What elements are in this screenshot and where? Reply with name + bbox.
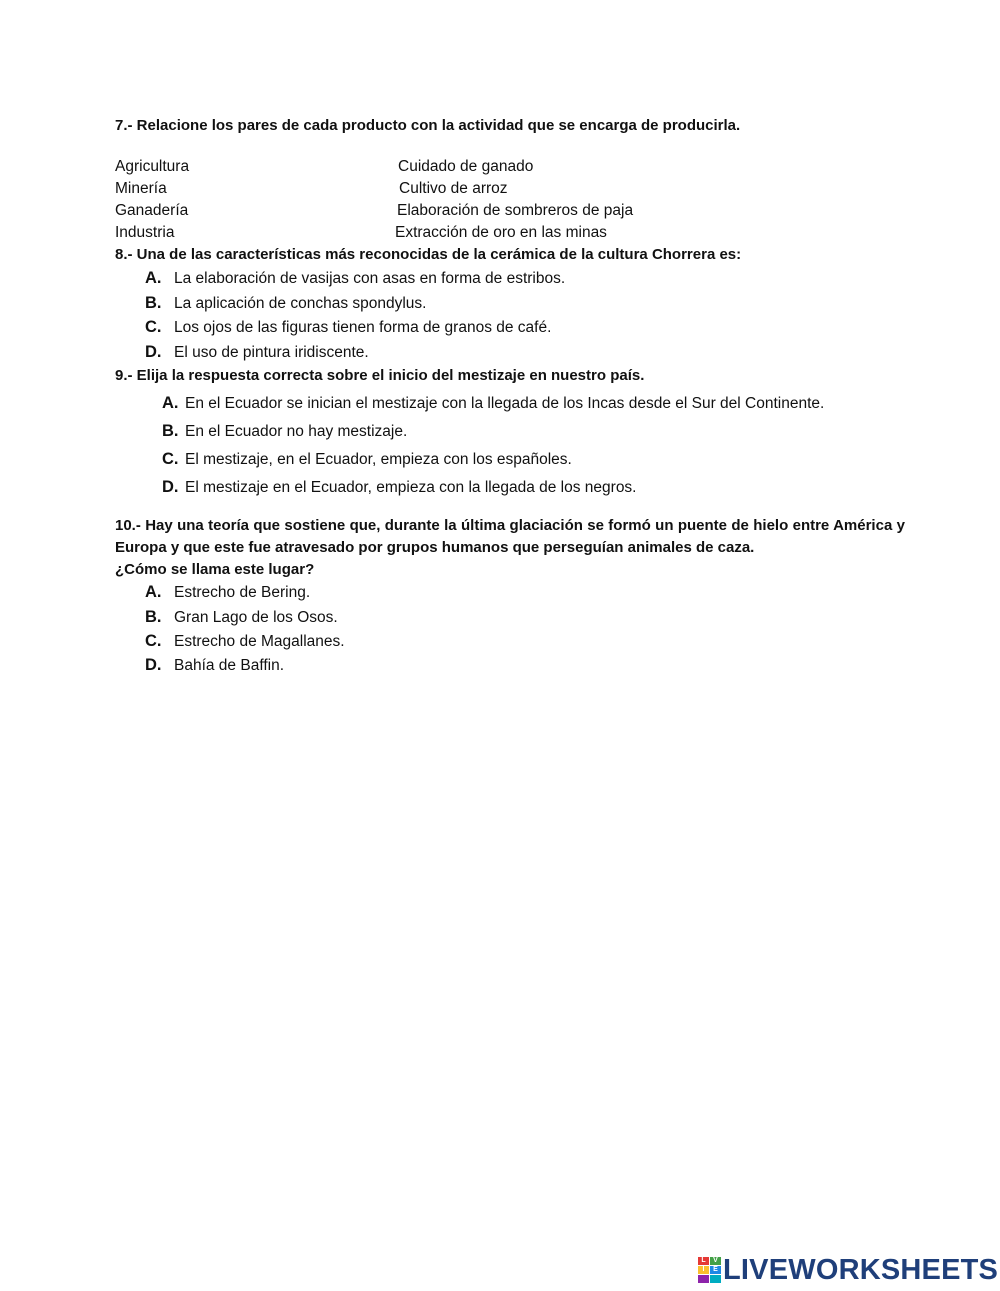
option-letter: B. <box>145 608 162 626</box>
option-text: El uso de pintura iridiscente. <box>174 344 369 361</box>
q7-right-item: Cultivo de arroz <box>399 180 508 197</box>
option-text: En el Ecuador se inician el mestizaje con la llegada de los Incas desde el Sur del Continente. <box>185 395 825 412</box>
option-text: La elaboración de vasijas con asas en forma de estribos. <box>174 270 566 287</box>
logo-cell <box>698 1275 709 1283</box>
option-letter: C. <box>145 632 162 650</box>
q9-option-a[interactable] <box>162 394 824 413</box>
option-letter: A. <box>145 583 162 601</box>
logo-cell: L <box>698 1257 709 1265</box>
q8-option-a[interactable] <box>145 269 565 288</box>
option-text: Los ojos de las figuras tienen forma de granos de café. <box>174 319 552 336</box>
option-text: Gran Lago de los Osos. <box>174 609 338 626</box>
option-text: Estrecho de Bering. <box>174 584 311 601</box>
q10-option-b[interactable] <box>145 608 338 627</box>
q9-option-b[interactable] <box>162 422 407 441</box>
option-letter: C. <box>145 318 162 336</box>
q8-option-b[interactable] <box>145 294 426 313</box>
question-8-title: 8.- Una de las características más reconocidas de la cerámica de la cultura Chorrera es: <box>115 246 742 263</box>
q7-right-item: Extracción de oro en las minas <box>395 224 607 241</box>
option-letter: A. <box>162 394 179 412</box>
option-text: Bahía de Baffin. <box>174 657 285 674</box>
q10-option-c[interactable] <box>145 632 345 651</box>
question-10-title: 10.- Hay una teoría que sostiene que, durante la última glaciación se formó un puente de hielo entre América y Europa y que este fue atravesado por grupos humanos que perseguían animales de caza. <box>115 517 905 556</box>
logo-cell: V <box>710 1257 721 1265</box>
option-text: El mestizaje en el Ecuador, empieza con la llegada de los negros. <box>185 479 637 496</box>
q7-left-item: Minería <box>115 180 167 197</box>
q7-right-item: Cuidado de ganado <box>398 158 534 175</box>
question-10-subtitle: ¿Cómo se llama este lugar? <box>115 561 315 578</box>
q10-option-a[interactable] <box>145 583 310 602</box>
option-text: En el Ecuador no hay mestizaje. <box>185 423 408 440</box>
option-letter: D. <box>145 343 162 361</box>
logo-grid-icon <box>698 1257 721 1283</box>
option-text: La aplicación de conchas spondylus. <box>174 295 427 312</box>
option-letter: A. <box>145 269 162 287</box>
q8-option-d[interactable] <box>145 343 369 362</box>
option-letter: B. <box>162 422 179 440</box>
option-letter: D. <box>145 656 162 674</box>
logo-cell: E <box>710 1266 721 1274</box>
q7-right-item: Elaboración de sombreros de paja <box>397 202 634 219</box>
question-7-title: 7.- Relacione los pares de cada producto con la actividad que se encarga de producirla. <box>115 117 741 134</box>
logo-cell <box>710 1275 721 1283</box>
q10-option-d[interactable] <box>145 656 284 675</box>
logo-cell: I <box>698 1266 709 1274</box>
q8-option-c[interactable] <box>145 318 551 337</box>
option-text: El mestizaje, en el Ecuador, empieza con los españoles. <box>185 451 572 468</box>
option-letter: C. <box>162 450 179 468</box>
logo-text: LIVEWORKSHEETS <box>723 1254 999 1286</box>
liveworksheets-logo <box>698 1256 998 1284</box>
option-letter: B. <box>145 294 162 312</box>
question-9-title: 9.- Elija la respuesta correcta sobre el inicio del mestizaje en nuestro país. <box>115 367 645 384</box>
q7-left-item: Ganadería <box>115 202 189 219</box>
q7-left-item: Industria <box>115 224 175 241</box>
q9-option-d[interactable] <box>162 478 637 497</box>
option-text: Estrecho de Magallanes. <box>174 633 345 650</box>
q7-left-item: Agricultura <box>115 158 190 175</box>
q9-option-c[interactable] <box>162 450 572 469</box>
option-letter: D. <box>162 478 179 496</box>
